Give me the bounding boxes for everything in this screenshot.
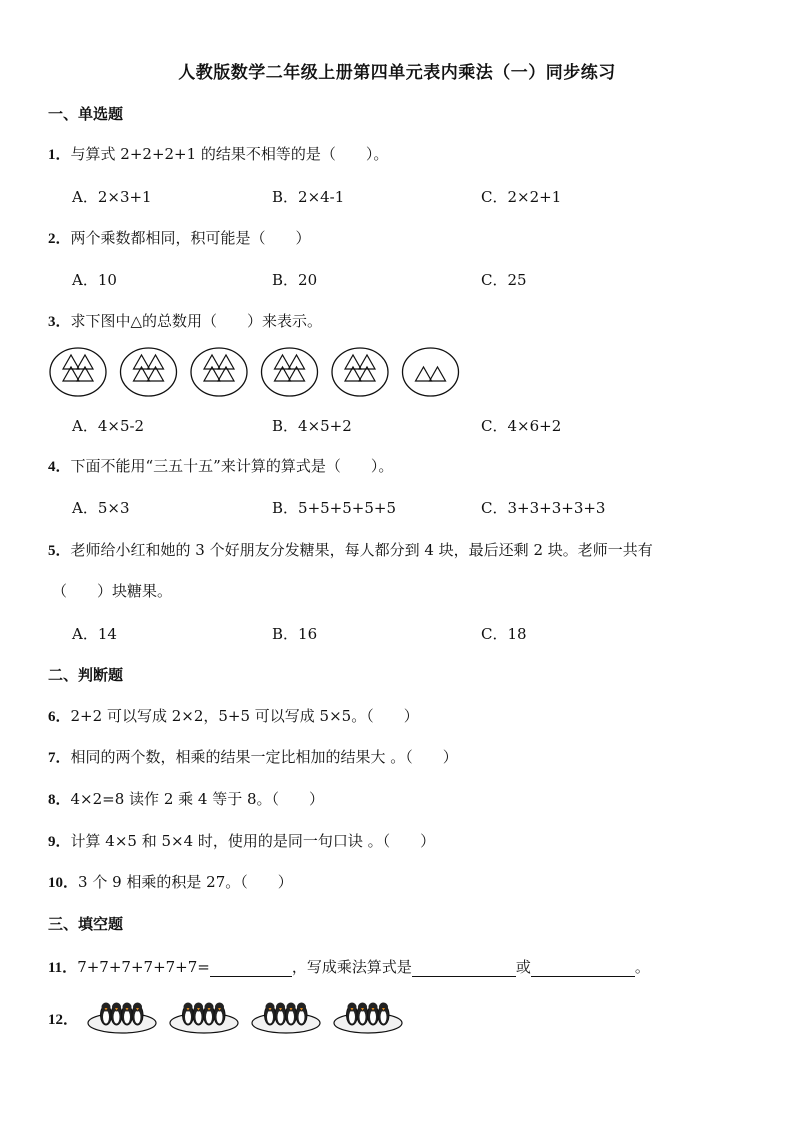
group-circle	[121, 348, 177, 396]
question-7	[48, 746, 458, 767]
question-2	[48, 227, 311, 248]
penguin-icon	[296, 1003, 307, 1026]
triangle-groups-figure	[44, 344, 464, 400]
triangle-icon	[416, 367, 432, 381]
option-b[interactable]: B．2×4-1	[272, 188, 345, 206]
question-text: 求下图中△的总数用（ ）来表示。	[70, 312, 323, 330]
penguin-icon	[183, 1003, 194, 1026]
triangle-group	[262, 348, 318, 396]
option-c[interactable]: C．3+3+3+3+3	[481, 499, 606, 517]
question-number: 6．	[48, 709, 71, 725]
group-circle	[332, 348, 388, 396]
question-text: ，写成乘法算式是	[291, 958, 412, 976]
penguin-icon	[111, 1003, 122, 1026]
question-11	[48, 956, 650, 977]
penguin-icon	[357, 1003, 368, 1026]
group-circle	[403, 348, 459, 396]
question-text: 下面不能用“三五十五”来计算的算式是（ ）。	[70, 457, 394, 475]
question-5	[48, 539, 653, 560]
option-c[interactable]: C．4×6+2	[481, 417, 562, 435]
triangle-icon	[430, 367, 446, 381]
question-6	[48, 705, 419, 726]
question-text: 3 个 9 相乘的积是 27。（ ）	[78, 873, 293, 891]
option-a[interactable]: A．14	[72, 625, 117, 643]
question-9	[48, 830, 435, 851]
question-number: 4．	[48, 459, 71, 475]
question-text: 7+7+7+7+7+7=	[77, 958, 210, 976]
option-c[interactable]: C．2×2+1	[481, 188, 562, 206]
group-circle	[191, 348, 247, 396]
penguin-icon	[101, 1003, 112, 1026]
answer-blank-1[interactable]	[210, 960, 292, 977]
section-heading-true-false: 二、判断题	[48, 666, 124, 684]
answer-blank-3[interactable]	[531, 960, 635, 977]
penguin-icon	[368, 1003, 379, 1026]
penguin-icon	[347, 1003, 358, 1026]
penguin-icon	[122, 1003, 133, 1026]
penguin-groups-figure	[84, 992, 414, 1038]
question-10	[48, 871, 293, 892]
question-number: 7．	[48, 750, 71, 766]
question-text: 。	[634, 958, 650, 976]
question-number: 8．	[48, 792, 71, 808]
question-text: 相同的两个数，相乘的结果一定比相加的结果大 。（ ）	[70, 748, 458, 766]
option-b[interactable]: B．16	[272, 625, 318, 643]
triangle-group	[332, 348, 388, 396]
penguin-group	[334, 1003, 402, 1034]
penguin-group	[170, 1003, 238, 1034]
question-number: 10．	[48, 875, 79, 891]
option-a[interactable]: A．2×3+1	[72, 188, 152, 206]
triangle-group	[191, 348, 247, 396]
triangle-group	[50, 348, 106, 396]
penguin-icon	[214, 1003, 225, 1026]
penguin-icon	[275, 1003, 286, 1026]
question-text: 与算式 2+2+2+1 的结果不相等的是（ ）。	[70, 145, 389, 163]
penguin-group	[88, 1003, 156, 1034]
question-12	[48, 1008, 78, 1029]
option-c[interactable]: C．18	[481, 625, 527, 643]
penguin-icon	[193, 1003, 204, 1026]
penguin-icon	[132, 1003, 143, 1026]
option-a[interactable]: A．4×5-2	[72, 417, 145, 435]
question-number: 1．	[48, 147, 71, 163]
page-title: 人教版数学二年级上册第四单元表内乘法（一）同步练习	[178, 63, 616, 83]
option-a[interactable]: A．5×3	[72, 499, 130, 517]
option-b[interactable]: B．5+5+5+5+5	[272, 499, 397, 517]
option-c[interactable]: C．25	[481, 271, 527, 289]
question-number: 5．	[48, 543, 71, 559]
triangle-group	[403, 348, 459, 396]
penguin-icon	[265, 1003, 276, 1026]
question-text: 2+2 可以写成 2×2，5+5 可以写成 5×5。（ ）	[70, 707, 419, 725]
question-text: 4×2=8 读作 2 乘 4 等于 8。（ ）	[70, 790, 325, 808]
answer-blank-2[interactable]	[412, 960, 516, 977]
group-circle	[262, 348, 318, 396]
question-number: 11．	[48, 960, 78, 976]
question-number: 2．	[48, 231, 71, 247]
penguin-group	[252, 1003, 320, 1034]
question-4	[48, 455, 393, 476]
question-8	[48, 788, 324, 809]
question-text: 或	[515, 958, 531, 976]
triangle-group	[121, 348, 177, 396]
section-heading-single-choice: 一、单选题	[48, 105, 124, 123]
penguin-icon	[378, 1003, 389, 1026]
question-number: 3．	[48, 314, 71, 330]
question-text: 计算 4×5 和 5×4 时，使用的是同一句口诀 。（ ）	[70, 832, 436, 850]
question-3	[48, 310, 322, 331]
penguin-icon	[286, 1003, 297, 1026]
question-5-continuation: （ ）块糖果。	[52, 582, 173, 600]
question-number: 9．	[48, 834, 71, 850]
question-number: 12．	[48, 1012, 79, 1028]
group-circle	[50, 348, 106, 396]
question-1	[48, 143, 388, 164]
question-text: 老师给小红和她的 3 个好朋友分发糖果，每人都分到 4 块，最后还剩 2 块。老师一共有	[70, 541, 653, 559]
section-heading-fill-blank: 三、填空题	[48, 915, 124, 933]
option-a[interactable]: A．10	[72, 271, 117, 289]
option-b[interactable]: B．4×5+2	[272, 417, 352, 435]
question-text: 两个乘数都相同，积可能是（ ）	[70, 229, 311, 247]
option-b[interactable]: B．20	[272, 271, 318, 289]
penguin-icon	[204, 1003, 215, 1026]
